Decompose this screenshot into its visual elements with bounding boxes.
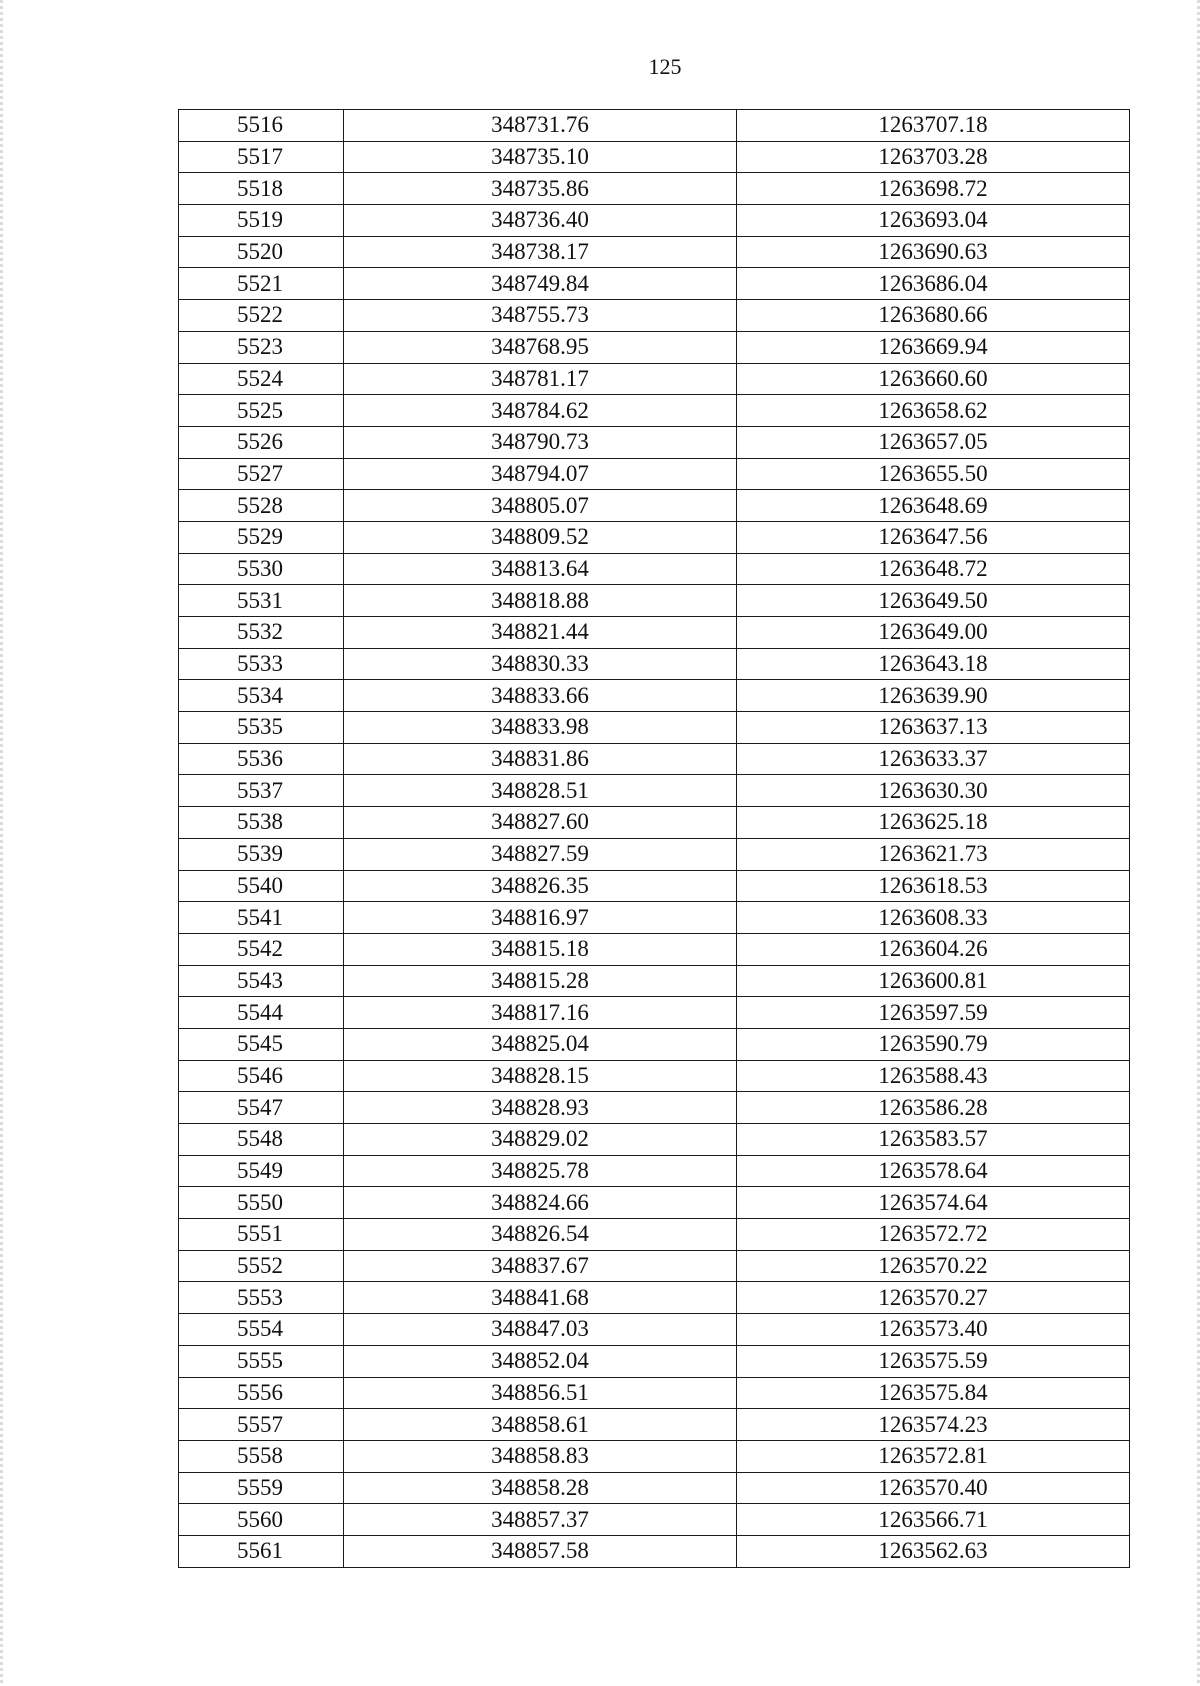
table-row: [179, 838, 1130, 870]
y-coordinate-cell: 1263575.84: [737, 1377, 1130, 1409]
y-coordinate-cell: 1263657.05: [737, 426, 1130, 458]
x-coordinate-cell: 348857.37: [344, 1504, 737, 1536]
y-coordinate-cell: 1263707.18: [737, 110, 1130, 142]
x-coordinate-cell: 348794.07: [344, 458, 737, 490]
y-coordinate-cell: 1263633.37: [737, 743, 1130, 775]
y-coordinate-cell: 1263578.64: [737, 1155, 1130, 1187]
y-coordinate-cell: 1263604.26: [737, 933, 1130, 965]
y-coordinate-cell: 1263574.23: [737, 1409, 1130, 1441]
point-number-cell: 5555: [179, 1345, 344, 1377]
x-coordinate-cell: 348833.98: [344, 712, 737, 744]
x-coordinate-cell: 348858.28: [344, 1472, 737, 1504]
y-coordinate-cell: 1263698.72: [737, 173, 1130, 205]
y-coordinate-cell: 1263570.22: [737, 1250, 1130, 1282]
table-row: [179, 1219, 1130, 1251]
point-number-cell: 5529: [179, 521, 344, 553]
y-coordinate-cell: 1263600.81: [737, 965, 1130, 997]
table-row: [179, 1155, 1130, 1187]
page-number: [0, 52, 1200, 82]
y-coordinate-cell: 1263625.18: [737, 807, 1130, 839]
point-number-cell: 5532: [179, 617, 344, 649]
table-row: [179, 712, 1130, 744]
table-row: [179, 1092, 1130, 1124]
point-number-cell: 5536: [179, 743, 344, 775]
point-number-cell: 5549: [179, 1155, 344, 1187]
y-coordinate-cell: 1263648.69: [737, 490, 1130, 522]
table-row: [179, 1028, 1130, 1060]
y-coordinate-cell: 1263621.73: [737, 838, 1130, 870]
y-coordinate-cell: 1263597.59: [737, 997, 1130, 1029]
table-row: [179, 1124, 1130, 1156]
table-row: [179, 1060, 1130, 1092]
table-row: [179, 1345, 1130, 1377]
point-number-cell: 5516: [179, 110, 344, 142]
point-number-cell: 5537: [179, 775, 344, 807]
x-coordinate-cell: 348830.33: [344, 648, 737, 680]
point-number-cell: 5545: [179, 1028, 344, 1060]
point-number-cell: 5527: [179, 458, 344, 490]
x-coordinate-cell: 348833.66: [344, 680, 737, 712]
point-number-cell: 5554: [179, 1314, 344, 1346]
table-row: [179, 236, 1130, 268]
table-row: [179, 680, 1130, 712]
coordinates-table-body: [179, 110, 1130, 1568]
table-row: [179, 997, 1130, 1029]
x-coordinate-cell: 348749.84: [344, 268, 737, 300]
table-row: [179, 617, 1130, 649]
point-number-cell: 5525: [179, 395, 344, 427]
point-number-cell: 5518: [179, 173, 344, 205]
x-coordinate-cell: 348731.76: [344, 110, 737, 142]
x-coordinate-cell: 348837.67: [344, 1250, 737, 1282]
table-row: [179, 426, 1130, 458]
x-coordinate-cell: 348858.61: [344, 1409, 737, 1441]
x-coordinate-cell: 348827.60: [344, 807, 737, 839]
y-coordinate-cell: 1263588.43: [737, 1060, 1130, 1092]
point-number-cell: 5533: [179, 648, 344, 680]
y-coordinate-cell: 1263637.13: [737, 712, 1130, 744]
point-number-cell: 5556: [179, 1377, 344, 1409]
y-coordinate-cell: 1263703.28: [737, 141, 1130, 173]
point-number-cell: 5519: [179, 205, 344, 237]
point-number-cell: 5557: [179, 1409, 344, 1441]
y-coordinate-cell: 1263573.40: [737, 1314, 1130, 1346]
y-coordinate-cell: 1263572.81: [737, 1440, 1130, 1472]
point-number-cell: 5548: [179, 1124, 344, 1156]
table-row: [179, 141, 1130, 173]
table-row: [179, 458, 1130, 490]
table-row: [179, 110, 1130, 142]
x-coordinate-cell: 348826.54: [344, 1219, 737, 1251]
y-coordinate-cell: 1263647.56: [737, 521, 1130, 553]
x-coordinate-cell: 348826.35: [344, 870, 737, 902]
y-coordinate-cell: 1263590.79: [737, 1028, 1130, 1060]
y-coordinate-cell: 1263658.62: [737, 395, 1130, 427]
x-coordinate-cell: 348847.03: [344, 1314, 737, 1346]
table-row: [179, 1504, 1130, 1536]
x-coordinate-cell: 348825.78: [344, 1155, 737, 1187]
x-coordinate-cell: 348735.86: [344, 173, 737, 205]
point-number-cell: 5546: [179, 1060, 344, 1092]
point-number-cell: 5540: [179, 870, 344, 902]
x-coordinate-cell: 348735.10: [344, 141, 737, 173]
y-coordinate-cell: 1263648.72: [737, 553, 1130, 585]
point-number-cell: 5531: [179, 585, 344, 617]
point-number-cell: 5543: [179, 965, 344, 997]
table-row: [179, 300, 1130, 332]
point-number-cell: 5538: [179, 807, 344, 839]
x-coordinate-cell: 348818.88: [344, 585, 737, 617]
x-coordinate-cell: 348852.04: [344, 1345, 737, 1377]
y-coordinate-cell: 1263630.30: [737, 775, 1130, 807]
x-coordinate-cell: 348790.73: [344, 426, 737, 458]
y-coordinate-cell: 1263686.04: [737, 268, 1130, 300]
table-row: [179, 1440, 1130, 1472]
table-row: [179, 331, 1130, 363]
x-coordinate-cell: 348829.02: [344, 1124, 737, 1156]
y-coordinate-cell: 1263660.60: [737, 363, 1130, 395]
table-row: [179, 363, 1130, 395]
table-row: [179, 585, 1130, 617]
table-row: [179, 775, 1130, 807]
y-coordinate-cell: 1263583.57: [737, 1124, 1130, 1156]
point-number-cell: 5542: [179, 933, 344, 965]
point-number-cell: 5559: [179, 1472, 344, 1504]
x-coordinate-cell: 348857.58: [344, 1535, 737, 1567]
y-coordinate-cell: 1263669.94: [737, 331, 1130, 363]
x-coordinate-cell: 348825.04: [344, 1028, 737, 1060]
point-number-cell: 5528: [179, 490, 344, 522]
y-coordinate-cell: 1263690.63: [737, 236, 1130, 268]
x-coordinate-cell: 348824.66: [344, 1187, 737, 1219]
x-coordinate-cell: 348736.40: [344, 205, 737, 237]
point-number-cell: 5551: [179, 1219, 344, 1251]
point-number-cell: 5550: [179, 1187, 344, 1219]
point-number-cell: 5539: [179, 838, 344, 870]
y-coordinate-cell: 1263562.63: [737, 1535, 1130, 1567]
x-coordinate-cell: 348821.44: [344, 617, 737, 649]
x-coordinate-cell: 348841.68: [344, 1282, 737, 1314]
table-row: [179, 870, 1130, 902]
x-coordinate-cell: 348828.15: [344, 1060, 737, 1092]
x-coordinate-cell: 348828.93: [344, 1092, 737, 1124]
x-coordinate-cell: 348738.17: [344, 236, 737, 268]
x-coordinate-cell: 348768.95: [344, 331, 737, 363]
point-number-cell: 5521: [179, 268, 344, 300]
point-number-cell: 5552: [179, 1250, 344, 1282]
table-row: [179, 743, 1130, 775]
point-number-cell: 5523: [179, 331, 344, 363]
table-row: [179, 965, 1130, 997]
table-row: [179, 933, 1130, 965]
y-coordinate-cell: 1263680.66: [737, 300, 1130, 332]
y-coordinate-cell: 1263608.33: [737, 902, 1130, 934]
y-coordinate-cell: 1263574.64: [737, 1187, 1130, 1219]
coordinates-table: [178, 109, 1130, 1568]
table-row: [179, 395, 1130, 427]
x-coordinate-cell: 348856.51: [344, 1377, 737, 1409]
x-coordinate-cell: 348813.64: [344, 553, 737, 585]
y-coordinate-cell: 1263618.53: [737, 870, 1130, 902]
table-row: [179, 1250, 1130, 1282]
x-coordinate-cell: 348784.62: [344, 395, 737, 427]
table-row: [179, 1472, 1130, 1504]
point-number-cell: 5524: [179, 363, 344, 395]
x-coordinate-cell: 348816.97: [344, 902, 737, 934]
table-row: [179, 1409, 1130, 1441]
point-number-cell: 5517: [179, 141, 344, 173]
x-coordinate-cell: 348781.17: [344, 363, 737, 395]
table-row: [179, 1282, 1130, 1314]
point-number-cell: 5560: [179, 1504, 344, 1536]
table-row: [179, 553, 1130, 585]
x-coordinate-cell: 348817.16: [344, 997, 737, 1029]
table-row: [179, 1187, 1130, 1219]
y-coordinate-cell: 1263586.28: [737, 1092, 1130, 1124]
x-coordinate-cell: 348827.59: [344, 838, 737, 870]
table-row: [179, 1535, 1130, 1567]
point-number-cell: 5561: [179, 1535, 344, 1567]
y-coordinate-cell: 1263649.50: [737, 585, 1130, 617]
x-coordinate-cell: 348755.73: [344, 300, 737, 332]
y-coordinate-cell: 1263643.18: [737, 648, 1130, 680]
table-row: [179, 173, 1130, 205]
y-coordinate-cell: 1263693.04: [737, 205, 1130, 237]
y-coordinate-cell: 1263570.27: [737, 1282, 1130, 1314]
table-row: [179, 807, 1130, 839]
table-row: [179, 648, 1130, 680]
point-number-cell: 5534: [179, 680, 344, 712]
table-row: [179, 1377, 1130, 1409]
x-coordinate-cell: 348805.07: [344, 490, 737, 522]
table-row: [179, 1314, 1130, 1346]
table-row: [179, 490, 1130, 522]
point-number-cell: 5530: [179, 553, 344, 585]
x-coordinate-cell: 348815.18: [344, 933, 737, 965]
y-coordinate-cell: 1263639.90: [737, 680, 1130, 712]
point-number-cell: 5544: [179, 997, 344, 1029]
y-coordinate-cell: 1263566.71: [737, 1504, 1130, 1536]
point-number-cell: 5547: [179, 1092, 344, 1124]
x-coordinate-cell: 348815.28: [344, 965, 737, 997]
table-row: [179, 205, 1130, 237]
table-row: [179, 902, 1130, 934]
x-coordinate-cell: 348809.52: [344, 521, 737, 553]
point-number-cell: 5553: [179, 1282, 344, 1314]
y-coordinate-cell: 1263649.00: [737, 617, 1130, 649]
y-coordinate-cell: 1263572.72: [737, 1219, 1130, 1251]
y-coordinate-cell: 1263570.40: [737, 1472, 1130, 1504]
point-number-cell: 5526: [179, 426, 344, 458]
point-number-cell: 5520: [179, 236, 344, 268]
point-number-cell: 5535: [179, 712, 344, 744]
x-coordinate-cell: 348828.51: [344, 775, 737, 807]
table-row: [179, 521, 1130, 553]
point-number-cell: 5522: [179, 300, 344, 332]
page-number-text: 125: [648, 54, 682, 79]
y-coordinate-cell: 1263575.59: [737, 1345, 1130, 1377]
table-row: [179, 268, 1130, 300]
point-number-cell: 5541: [179, 902, 344, 934]
x-coordinate-cell: 348858.83: [344, 1440, 737, 1472]
x-coordinate-cell: 348831.86: [344, 743, 737, 775]
scan-edge-left: [0, 0, 3, 1686]
point-number-cell: 5558: [179, 1440, 344, 1472]
y-coordinate-cell: 1263655.50: [737, 458, 1130, 490]
